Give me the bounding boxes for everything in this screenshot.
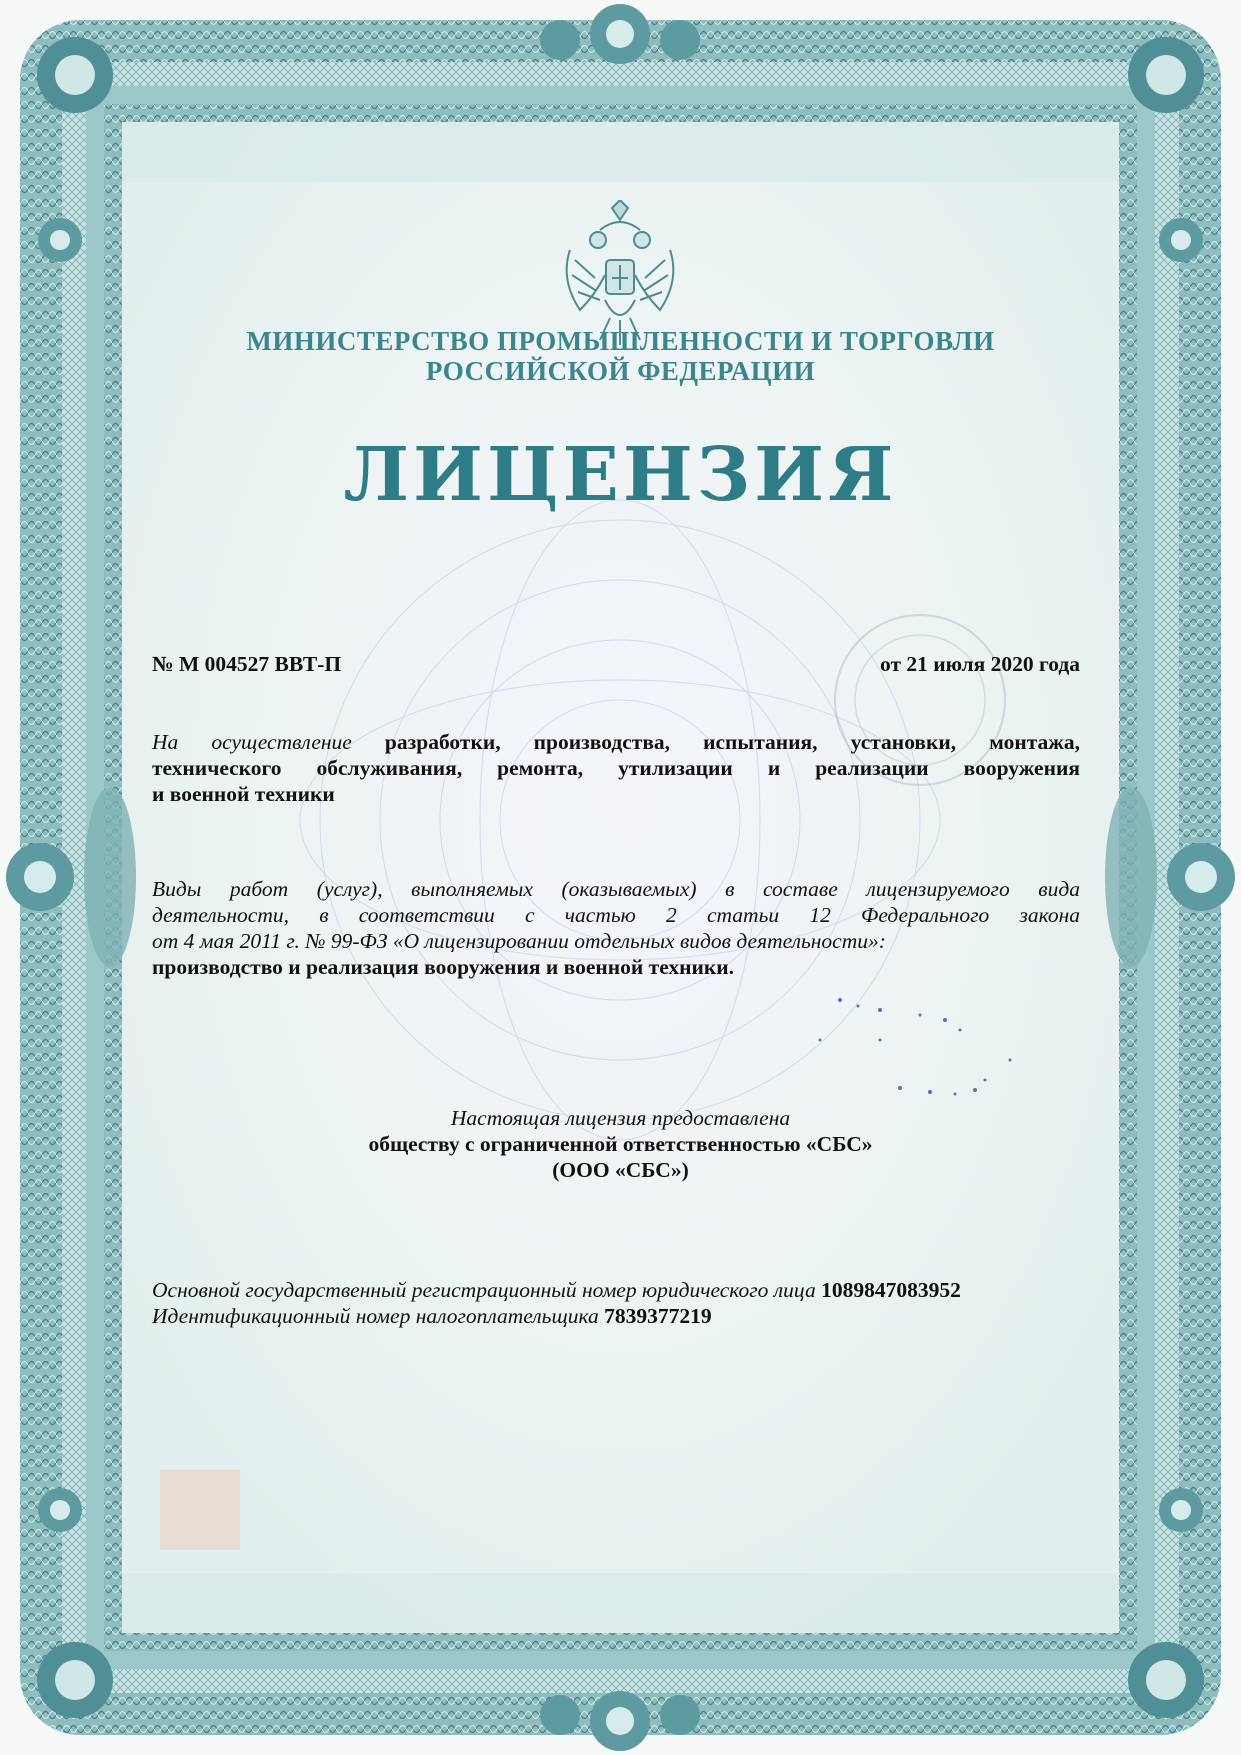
- license-date: от 21 июля 2020 года: [880, 652, 1080, 676]
- inn-label: Идентификационный номер налогоплательщика: [152, 1304, 599, 1328]
- document-title: ЛИЦЕНЗИЯ: [343, 432, 898, 518]
- works-line1: Виды работ (услуг), выполняемых (оказываемых) в составе лицензируемого вида: [152, 877, 1080, 901]
- grantee-intro: Настоящая лицензия предоставлена: [450, 1106, 791, 1130]
- activity-intro: На осуществление: [152, 730, 352, 754]
- ogrn-value: 1089847083952: [821, 1278, 961, 1302]
- activity-line2: технического обслуживания, ремонта, утилизации и реализации вооружения: [152, 756, 1080, 780]
- activity-text-1: разработки, производства, испытания, установки, монтажа,: [384, 730, 1080, 754]
- activity-line3: и военной техники: [152, 782, 335, 806]
- inn-row: [152, 1303, 712, 1329]
- works-line2: деятельности, в соответствии с частью 2 статьи 12 Федерального закона: [152, 903, 1080, 927]
- inn-value: 7839377219: [604, 1304, 712, 1328]
- ogrn-row: [152, 1277, 961, 1303]
- grantee-name: обществу с ограниченной ответственностью «СБС»: [368, 1132, 873, 1156]
- ogrn-label: Основной государственный регистрационный номер юридического лица: [152, 1278, 816, 1302]
- license-number: № М 004527 ВВТ-П: [152, 652, 342, 676]
- ministry-name-line1: МИНИСТЕРСТВО ПРОМЫШЛЕННОСТИ И ТОРГОВЛИ: [246, 326, 995, 356]
- activity-line1: [152, 729, 1080, 755]
- ministry-name-line2: РОССИЙСКОЙ ФЕДЕРАЦИИ: [425, 356, 816, 386]
- works-line4: производство и реализация вооружения и военной техники.: [152, 955, 735, 979]
- grantee-short-name: (ООО «СБС»): [552, 1158, 689, 1182]
- works-line3: от 4 мая 2011 г. № 99-ФЗ «О лицензировании отдельных видов деятельности»:: [152, 929, 886, 953]
